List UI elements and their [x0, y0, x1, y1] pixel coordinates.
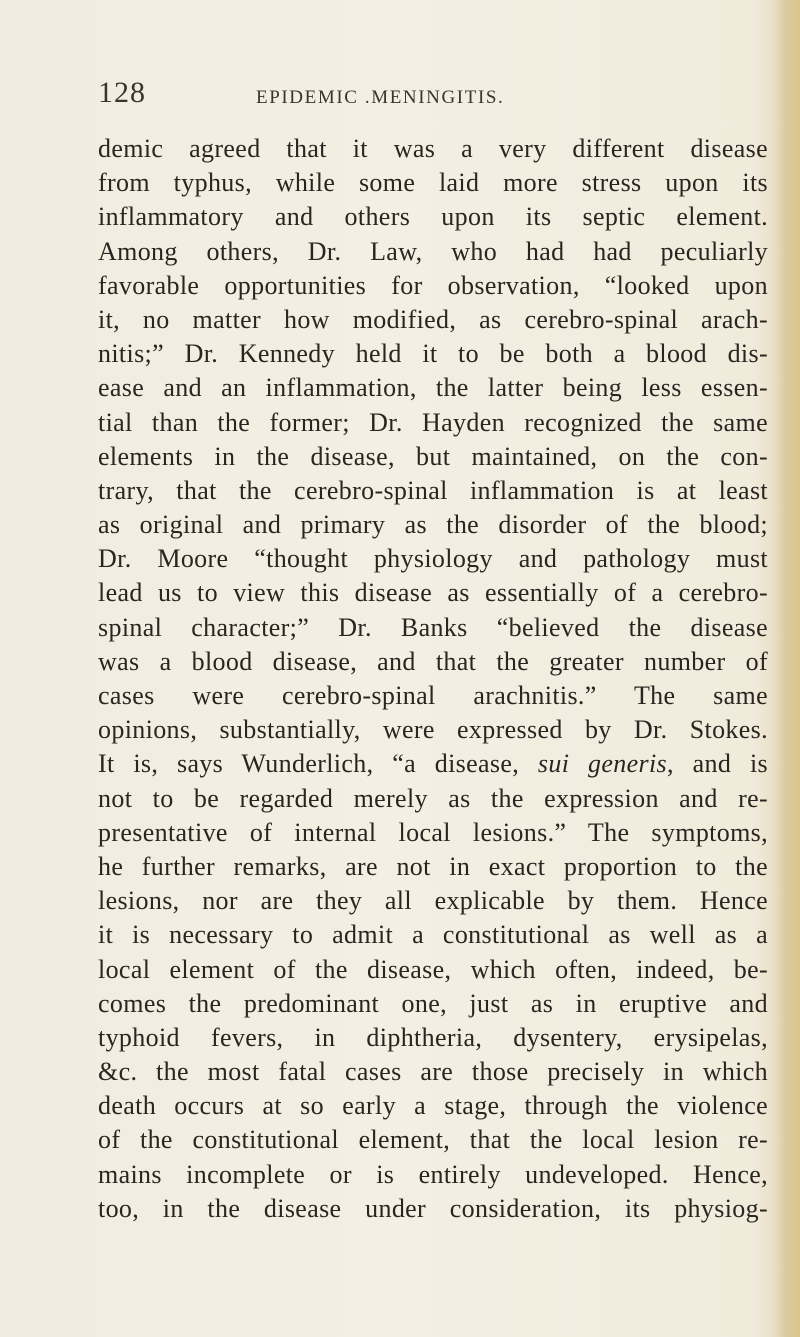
text-line: spinal character;” Dr. Banks “believed the disease: [98, 612, 768, 642]
text-line: cases were cerebro-spinal arachnitis.” The same: [98, 681, 768, 710]
text-line: Dr. Moore “thought physiology and pathology must: [98, 544, 768, 574]
text-line: favorable opportunities for observation, “looked upon: [98, 270, 768, 300]
text-run: It is, says Wunderlich, “a disease,: [98, 749, 538, 779]
text-line: mains incomplete or is entirely undeveloped. Hence,: [98, 1159, 768, 1189]
text-line: not to be regarded merely as the expression and re-: [98, 783, 768, 813]
text-line: trary, that the cerebro-spinal inflammation is at least: [98, 475, 768, 505]
text-line: local element of the disease, which often, indeed, be-: [98, 954, 768, 984]
text-line: he further remarks, are not in exact proportion to the: [98, 851, 768, 881]
page-header: [98, 76, 788, 116]
text-run: , and is: [667, 749, 768, 779]
running-head: EPIDEMIC .MENINGITIS.: [256, 87, 505, 108]
text-line: opinions, substantially, were expressed by Dr. Stokes.: [98, 715, 768, 745]
text-line: it, no matter how modified, as cerebro-spinal arach-: [98, 304, 768, 334]
text-line: tial than the former; Dr. Hayden recognized the same: [98, 407, 768, 437]
text-line: elements in the disease, but maintained, on the con-: [98, 441, 768, 471]
text-line: of the constitutional element, that the local lesion re-: [98, 1125, 768, 1155]
text-line: Among others, Dr. Law, who had had peculiarly: [98, 236, 768, 266]
text-line: nitis;” Dr. Kennedy held it to be both a blood dis-: [98, 339, 768, 369]
body-text: [98, 132, 768, 1226]
text-line: was a blood disease, and that the greater number of: [98, 646, 768, 676]
text-line-mixed: [98, 747, 768, 781]
italic-phrase: sui generis: [537, 749, 668, 779]
text-line: inflammatory and others upon its septic element.: [98, 202, 768, 232]
text-line: presentative of internal local lesions.” The symptoms,: [98, 817, 768, 847]
text-line: comes the predominant one, just as in eruptive and: [98, 988, 768, 1018]
text-line: ease and an inflammation, the latter being less essen-: [98, 373, 768, 403]
text-line: lesions, nor are they all explicable by them. Hence: [98, 886, 768, 916]
text-line: too, in the disease under consideration, its physiog-: [98, 1193, 768, 1223]
text-line: lead us to view this disease as essentially of a cerebro-: [98, 578, 768, 608]
text-line: as original and primary as the disorder of the blood;: [98, 510, 768, 540]
text-line: &c. the most fatal cases are those precisely in which: [98, 1057, 768, 1087]
page-number: 128: [98, 76, 146, 109]
text-line: death occurs at so early a stage, through the violence: [98, 1091, 768, 1121]
text-line: typhoid fevers, in diphtheria, dysentery, erysipelas,: [98, 1022, 768, 1052]
text-line: it is necessary to admit a constitutional as well as a: [98, 920, 768, 950]
text-line: from typhus, while some laid more stress upon its: [98, 168, 768, 198]
page-edge-shadow: [774, 0, 800, 1337]
text-line: demic agreed that it was a very different disease: [98, 134, 768, 163]
